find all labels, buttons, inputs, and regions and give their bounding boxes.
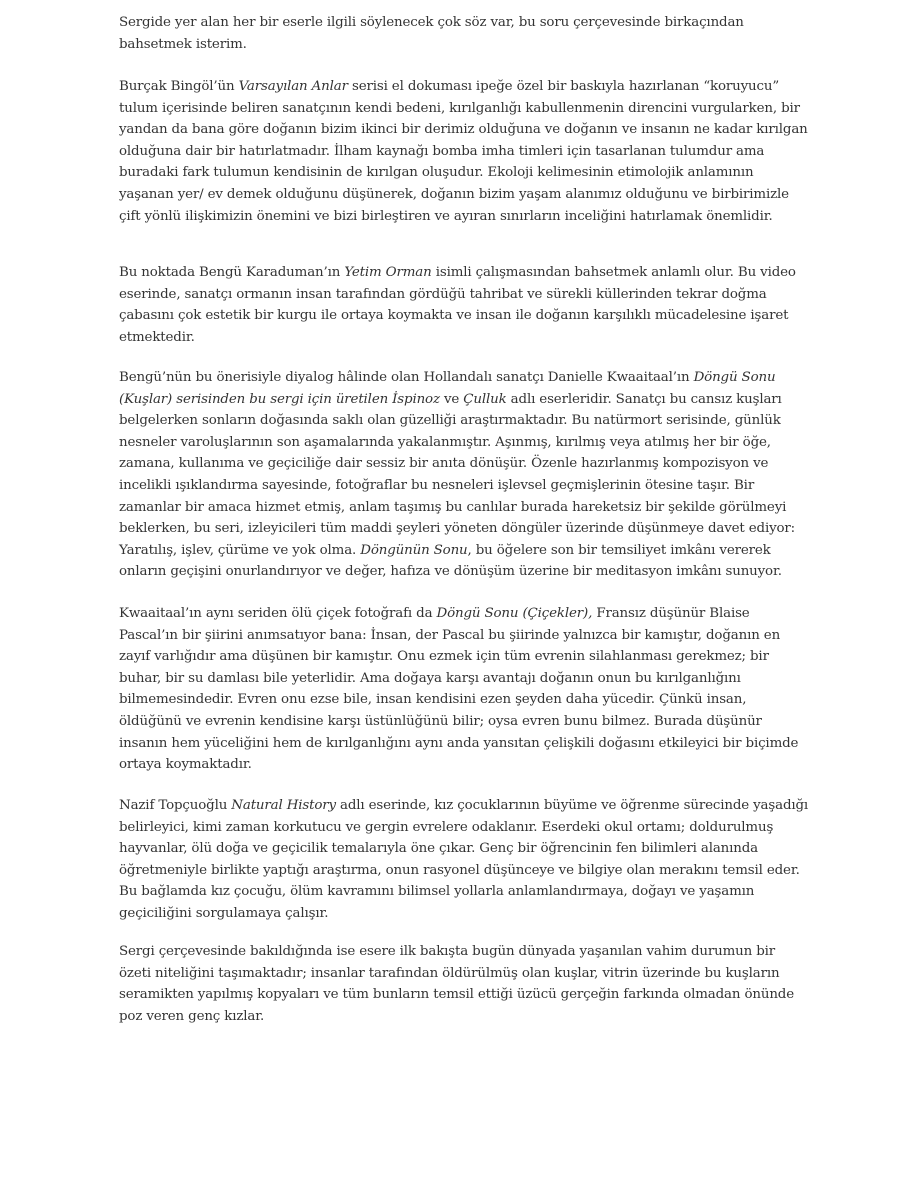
paragraph-bengu-karaduman [119,262,809,348]
paragraph-intro [119,12,809,55]
artwork-title: Döngü Sonu (Çiçekler), [436,606,593,621]
text-run: adlı eserinde, kız çocuklarının büyüme ve öğrenme sürecinde yaşadığı belirleyici, kimi zaman korkutucu ve gergin evrelere odaklanır. Eserdeki okul ortamı; doldurulmuş hayvanlar, ölü doğa ve geçicilik temalarıyla öne çıkar. Genç bir öğrencinin fen bilimleri alanında öğretmeniyle birlikte yaptığı araştırma, onun rasyonel düşünceye ve bilgiye olan merakını temsil eder. Bu bağlamda kız çocuğu, ölüm kavramını bilimsel yollarla anlamlandırmaya, doğayı ve yaşamın geçiciliğini sorgulamaya çalışır. [119,798,809,921]
artwork-title: Yetim Orman [344,265,432,280]
text-run: Sergi çerçevesinde bakıldığında ise esere ilk bakışta bugün dünyada yaşanılan vahim durumun bir özeti niteliğini taşımaktadır; insanlar tarafından öldürülmüş olan kuşlar, vitrin üzerinde bu kuşların seramikten yapılmış kopyaları ve tüm bunların temsil ettiği üzücü gerçeğin farkında olmadan önünde poz veren genç kızlar. [119,944,794,1024]
text-run: Bengü’nün bu önerisiyle diyalog hâlinde olan Hollandalı sanatçı Danielle Kwaaitaal’ın [119,370,694,385]
text-run: , bu öğelere son bir temsiliyet imkânı vererek onların geçişini onurlandırıyor ve değer, hafıza ve dönüşüm üzerine bir meditasyon imkânı sunuyor. [119,542,782,580]
artwork-title: Döngü Sonu (Kuşlar) serisinden bu sergi için üretilen İspinoz [119,370,776,407]
paragraph-nazif-topcuoglu [119,795,809,925]
artwork-title: Varsayılan Anlar [238,79,348,94]
artwork-title: Döngünün Sonu [360,542,468,558]
text-run: Sergide yer alan her bir eserle ilgili söylenecek çok söz var, bu soru çerçevesinde birkaçından bahsetmek isterim. [119,15,744,52]
text-run: ve [439,391,464,407]
text-run: isimli çalışmasından bahsetmek anlamlı olur. Bu video eserinde, sanatçı ormanın insan tarafından gördüğü tahribat ve sürekli küllerinden tekrar doğma çabasını çok estetik bir kurgu ile ortaya koymakta ve insan ile doğanın karşılıklı mücadelesine işaret etmektedir. [119,265,796,345]
text-run: Kwaaitaal’ın aynı seriden ölü çiçek fotoğrafı da [119,606,437,621]
paragraph-burcak-bingol [119,76,809,227]
text-run: serisi el dokuması ipeğe özel bir baskıyla hazırlanan “koruyucu” tulum içerisinde beliren sanatçının kendi bedeni, kırılganlığı kabullenmenin direncini vurgularken, bir yandan da bana göre doğanın bizim ikinci bir derimiz olduğuna ve doğanın ve insanın ne kadar kırılgan olduğuna dair bir hatırlatmadır. İlham kaynağı bomba imha timleri için tasarlanan tulumdur ama buradaki fark tulumun kendisinin de kırılgan oluşudur. Ekoloji kelimesinin etimolojik anlamının yaşanan yer/ ev demek olduğunu düşünerek, doğanın bizim yaşam alanımız olduğunu ve birbirimizle çift yönlü ilişkimizin önemini ve bizi birleştiren ve ayıran sınırların inceliğini hatırlamak önemlidir. [119,79,808,224]
text-run: adlı eserleridir. Sanatçı bu cansız kuşları belgelerken sonların doğasında saklı olan güzelliği araştırmaktadır. Bu natürmort serisinde, günlük nesneler varoluşlarının son aşamalarında yakalanmıştır. Aşınmış, kırılmış veya atılmış her bir öğe, zamana, kullanıma ve geçiciliğe dair sessiz bir anıta dönüşür. Özenle hazırlanmış kompozisyon ve incelikli ışıklandırma sayesinde, fotoğraflar bu nesneleri işlevsel geçmişlerinin ötesine taşır. Bir zamanlar bir amaca hizmet etmiş, anlam taşımış bu canlılar burada hareketsiz bir şekilde görülmeyi beklerken, bu seri, izleyicileri tüm maddi şeyleri yöneten döngüler üzerinde düşünmeye davet ediyor: Yaratılış, işlev, çürüme ve yok olma. [119,391,796,558]
artwork-title: Natural History [231,798,336,813]
artwork-title: Çulluk [463,391,507,407]
paragraph-pascal [119,603,809,776]
text-run: Nazif Topçuoğlu [119,798,232,813]
paragraph-conclusion [119,941,809,1027]
text-run: Burçak Bingöl’ün [119,79,239,94]
paragraph-danielle-kwaaitaal [119,367,809,583]
text-run: Bu noktada Bengü Karaduman’ın [119,265,345,280]
text-run: Fransız düşünür Blaise Pascal’ın bir şiirini anımsatıyor bana: İnsan, der Pascal bu şiirinde yalnızca bir kamıştır, doğanın en zayıf varlığıdır ama düşünen bir kamıştır. Onu ezmek için tüm evrenin silahlanması gerekmez; bir buhar, bir su damlası bile yeterlidir. Ama doğaya karşı avantajı doğanın onun bu kırılganlığını bilmemesindedir. Evren onu ezse bile, insan kendisini ezen şeyden daha yücedir. Çünkü insan, öldüğünü ve evrenin kendisine karşı üstünlüğünü bilir; oysa evren bunu bilmez. Burada düşünür insanın hem yüceliğini hem de kırılganlığını aynı anda yansıtan çelişkili doğasını etkileyici bir biçimde ortaya koymaktadır. [119,606,799,773]
